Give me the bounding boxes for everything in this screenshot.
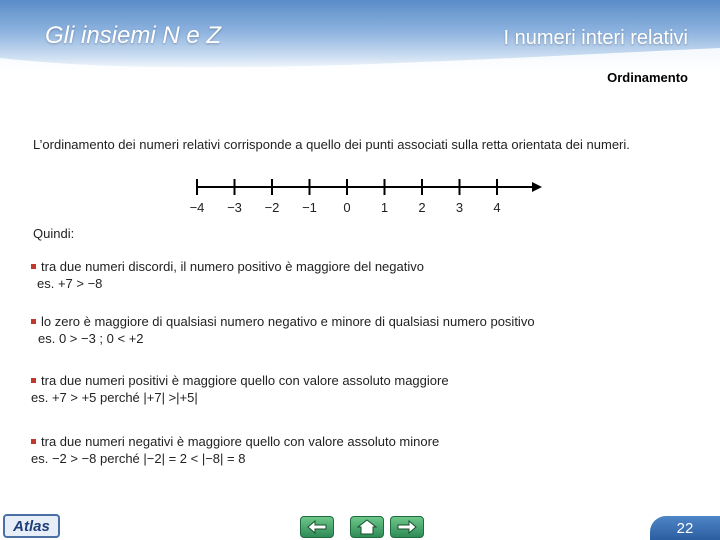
prev-button[interactable] [300, 516, 334, 538]
number-line-label: 0 [343, 200, 351, 215]
arrow-left-icon [307, 520, 327, 534]
home-icon [357, 519, 377, 535]
number-line-arrow [532, 182, 542, 192]
bullet-example: es. +7 > −8 [37, 276, 103, 291]
intro-text: L’ordinamento dei numeri relativi corrisponde a quello dei punti associati sulla retta orientata dei numeri. [33, 137, 630, 152]
bullet-example: es. −2 > −8 perché |−2| = 2 < |−8| = 8 [31, 451, 246, 466]
section-title: Gli insiemi N e Z [45, 22, 222, 49]
bullet-example: es. +7 > +5 perché |+7| >|+5| [31, 390, 198, 405]
bullet-3 [31, 372, 449, 406]
bullet-text: tra due numeri negativi è maggiore quello con valore assoluto minore [41, 434, 440, 449]
bullet-text: tra due numeri discordi, il numero positivo è maggiore del negativo [41, 259, 424, 274]
bullet-text: tra due numeri positivi è maggiore quello con valore assoluto maggiore [41, 373, 449, 388]
number-line-label: −2 [264, 200, 280, 215]
bullet-marker [31, 319, 36, 324]
slide-subtitle: Ordinamento [607, 70, 688, 85]
number-line [170, 168, 550, 218]
page-number-badge: 22 [650, 516, 720, 540]
quindi-label: Quindi: [33, 226, 75, 241]
number-line-label: 3 [455, 200, 464, 215]
bullet-1 [31, 258, 424, 292]
bullet-example: es. 0 > −3 ; 0 < +2 [38, 331, 144, 346]
chapter-title: I numeri interi relativi [503, 27, 688, 49]
bullet-4 [31, 433, 439, 467]
number-line-label: −3 [227, 200, 242, 215]
number-line-label: 1 [380, 200, 389, 215]
number-line-label: −4 [189, 200, 205, 215]
bullet-marker [31, 378, 36, 383]
number-line-label: 2 [418, 200, 426, 215]
number-line-label: −1 [302, 200, 317, 215]
next-button[interactable] [390, 516, 424, 538]
arrow-right-icon [397, 520, 417, 534]
bullet-marker [31, 439, 36, 444]
home-button[interactable] [350, 516, 384, 538]
atlas-logo: Atlas [3, 514, 60, 538]
number-line-label: 4 [493, 200, 501, 215]
bullet-2 [31, 313, 535, 347]
bullet-marker [31, 264, 36, 269]
bullet-text: lo zero è maggiore di qualsiasi numero negativo e minore di qualsiasi numero positivo [41, 314, 535, 329]
